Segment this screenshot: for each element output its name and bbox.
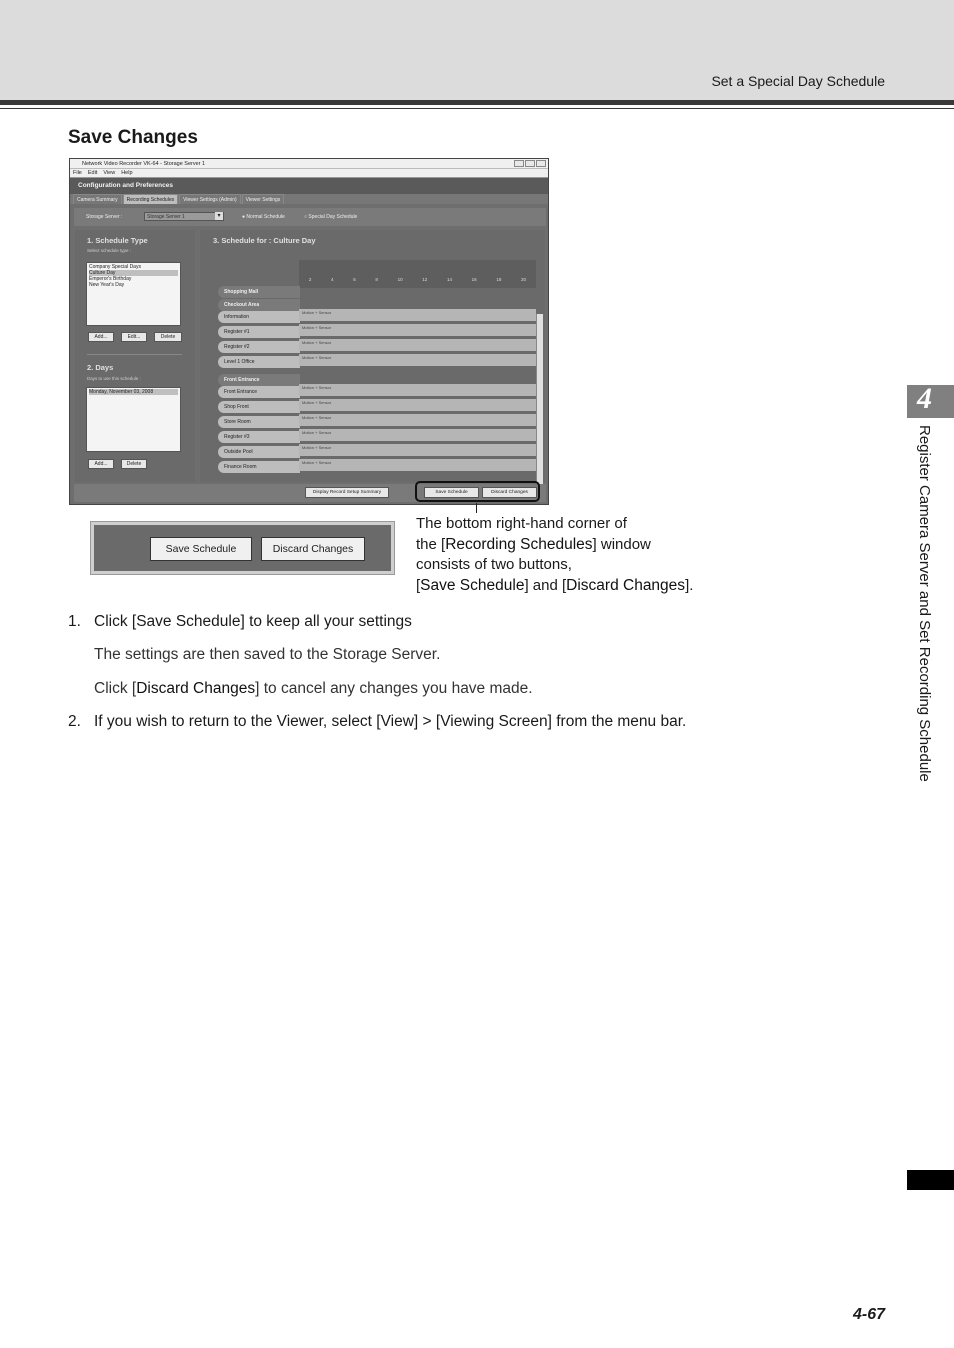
add-type-button[interactable]: Add... xyxy=(88,332,114,342)
section-title: Save Changes xyxy=(68,127,198,148)
vertical-scrollbar[interactable] xyxy=(536,314,543,500)
caption-line: The bottom right-hand corner of xyxy=(416,515,627,532)
list-item[interactable]: New Year's Day xyxy=(89,282,125,288)
window-controls xyxy=(514,160,546,167)
schedule-bar[interactable]: Motion + Sensor xyxy=(299,444,536,456)
window-titlebar xyxy=(70,159,548,169)
caption-line xyxy=(416,576,746,597)
camera-row-label[interactable]: Information xyxy=(218,311,300,323)
para-text: ] to cancel any changes you have made. xyxy=(255,680,533,697)
caption-line: consists of two buttons, xyxy=(416,556,572,573)
save-schedule-button[interactable]: Save Schedule xyxy=(424,487,479,498)
header-rule xyxy=(0,100,954,105)
delete-type-button[interactable]: Delete xyxy=(154,332,182,342)
chapter-number: 4 xyxy=(917,382,932,415)
step-number: 2. xyxy=(68,713,81,730)
hour-header xyxy=(299,260,536,288)
schedule-bar[interactable]: Motion + Sensor xyxy=(299,354,536,366)
camera-row-label[interactable]: Shop Front xyxy=(218,401,300,413)
step-1-note: The settings are then saved to the Storage Server. xyxy=(94,646,441,663)
schedule-for-title: 3. Schedule for : Culture Day xyxy=(213,236,316,245)
step-text: If you wish to return to the Viewer, select [View] > [Viewing Screen] from the menu bar. xyxy=(94,713,687,730)
step-text: Click [Save Schedule] to keep all your settings xyxy=(94,613,412,630)
recording-schedules-screenshot xyxy=(69,158,549,505)
step-2 xyxy=(68,713,686,731)
edit-type-button[interactable]: Edit... xyxy=(121,332,147,342)
step-1 xyxy=(68,613,412,631)
right-panel xyxy=(200,230,545,482)
minimize-icon[interactable] xyxy=(514,160,524,167)
zoom-save-schedule-button[interactable]: Save Schedule xyxy=(150,537,252,561)
schedule-bar[interactable]: Motion + Sensor xyxy=(299,459,536,471)
tab-recording-schedules[interactable]: Recording Schedules xyxy=(123,194,179,204)
list-item-selected[interactable]: Culture Day xyxy=(89,270,178,276)
para-ui-text: Discard Changes xyxy=(136,680,256,697)
tab-row xyxy=(70,194,548,204)
storage-server-label: Storage Server : xyxy=(86,214,123,220)
zoomed-buttons xyxy=(91,522,394,574)
header-rule-thin xyxy=(0,108,954,109)
subgroup-label: Front Entrance xyxy=(218,374,300,386)
hour-tick: 12 xyxy=(422,277,428,282)
callout-leader-line xyxy=(476,503,477,513)
list-item[interactable]: Company Special Days xyxy=(89,264,141,270)
schedule-bar[interactable]: Motion + Sensor xyxy=(299,429,536,441)
tab-camera-summary[interactable]: Camera Summary xyxy=(73,194,122,204)
divider xyxy=(87,354,182,355)
camera-row-label[interactable]: Outside Pool xyxy=(218,446,300,458)
caption-ui-text: Recording Schedules xyxy=(445,535,593,553)
left-panel xyxy=(75,230,195,482)
caption-text: ]. xyxy=(685,576,694,594)
schedule-type-sub: Select schedule type : xyxy=(87,248,132,253)
hour-tick: 2 xyxy=(308,277,312,282)
figure-caption xyxy=(416,514,746,596)
caption-ui-text: Save Schedule xyxy=(420,576,525,594)
hour-tick: 4 xyxy=(331,277,334,282)
hour-tick: 6 xyxy=(353,277,356,282)
zoom-discard-changes-button[interactable]: Discard Changes xyxy=(261,537,365,561)
hour-tick: 14 xyxy=(446,277,452,282)
list-item-selected[interactable]: Monday, November 03, 2008 xyxy=(89,389,178,395)
subgroup-label: Checkout Area xyxy=(218,299,300,311)
schedule-bar[interactable]: Motion + Sensor xyxy=(299,384,536,396)
camera-row-label[interactable]: Front Entrance xyxy=(218,386,300,398)
thumb-index-marker xyxy=(907,1170,954,1190)
step-number: 1. xyxy=(68,613,81,630)
step-1-discard-note xyxy=(94,680,533,698)
window-title: Network Video Recorder VK-64 - Storage Server 1 xyxy=(82,161,206,167)
hour-tick: 20 xyxy=(521,277,527,282)
add-day-button[interactable]: Add... xyxy=(88,459,114,469)
storage-server-select[interactable]: Storage Server 1 ▾ xyxy=(144,212,224,221)
discard-changes-button[interactable]: Discard Changes xyxy=(482,487,537,498)
caption-line xyxy=(416,535,746,556)
schedule-bar[interactable]: Motion + Sensor xyxy=(299,339,536,351)
storage-server-row xyxy=(74,208,546,226)
camera-row-label[interactable]: Register #2 xyxy=(218,341,300,353)
schedule-type-title: 1. Schedule Type xyxy=(87,236,148,245)
schedule-bar[interactable]: Motion + Sensor xyxy=(299,309,536,321)
menu-view[interactable]: View xyxy=(103,170,116,176)
hour-ticks xyxy=(299,277,536,282)
close-icon[interactable] xyxy=(536,160,546,167)
caption-text: the [ xyxy=(416,535,446,553)
schedule-bar[interactable]: Motion + Sensor xyxy=(299,399,536,411)
chapter-side-title: Register Camera Server and Set Recording Schedule xyxy=(916,425,933,782)
camera-row-label[interactable]: Level 1 Office xyxy=(218,356,300,368)
group-label: Shopping Mall xyxy=(218,286,300,298)
days-title: 2. Days xyxy=(87,363,114,372)
radio-special-label: Special Day Schedule xyxy=(308,214,358,220)
display-summary-button[interactable]: Display Record Setup Summary xyxy=(305,487,389,498)
hour-tick: 10 xyxy=(397,277,403,282)
caption-ui-text: Discard Changes xyxy=(566,576,686,594)
tab-viewer-settings[interactable]: Viewer Settings xyxy=(242,194,285,204)
menu-bar xyxy=(70,169,548,178)
config-heading: Configuration and Preferences xyxy=(70,178,548,194)
hour-tick: 8 xyxy=(375,277,378,282)
camera-row-label[interactable]: Register #1 xyxy=(218,326,300,338)
caption-text: ] and [ xyxy=(524,576,567,594)
menu-file[interactable]: File xyxy=(73,170,82,176)
menu-help[interactable]: Help xyxy=(121,170,133,176)
caption-text: [ xyxy=(416,576,421,594)
hour-tick: 18 xyxy=(496,277,502,282)
menu-edit[interactable]: Edit xyxy=(87,170,98,176)
caption-text: ] window xyxy=(592,535,651,553)
camera-row-label[interactable]: Store Room xyxy=(218,416,300,428)
callout-highlight xyxy=(415,481,540,502)
para-text: Click [ xyxy=(94,680,137,697)
page-number: 4-67 xyxy=(852,1306,885,1323)
list-item[interactable]: Emperor's Birthday xyxy=(89,276,132,282)
hour-tick: 16 xyxy=(471,277,477,282)
camera-row-label[interactable]: Finance Room xyxy=(218,461,300,473)
schedule-bar[interactable]: Motion + Sensor xyxy=(299,324,536,336)
camera-row-label[interactable]: Register #3 xyxy=(218,431,300,443)
radio-normal-label: Normal Schedule xyxy=(246,214,285,220)
radio-special-day-schedule[interactable]: ○ Special Day Schedule xyxy=(304,214,358,220)
days-list[interactable] xyxy=(86,387,181,452)
running-header: Set a Special Day Schedule xyxy=(711,73,885,89)
tab-viewer-settings-admin[interactable]: Viewer Settings (Admin) xyxy=(179,194,241,204)
days-sub: Days to use this schedule : xyxy=(87,376,141,381)
schedule-type-list[interactable] xyxy=(86,262,181,326)
maximize-icon[interactable] xyxy=(525,160,535,167)
schedule-bar[interactable]: Motion + Sensor xyxy=(299,414,536,426)
radio-normal-schedule[interactable]: ● Normal Schedule xyxy=(242,214,285,220)
delete-day-button[interactable]: Delete xyxy=(121,459,147,469)
